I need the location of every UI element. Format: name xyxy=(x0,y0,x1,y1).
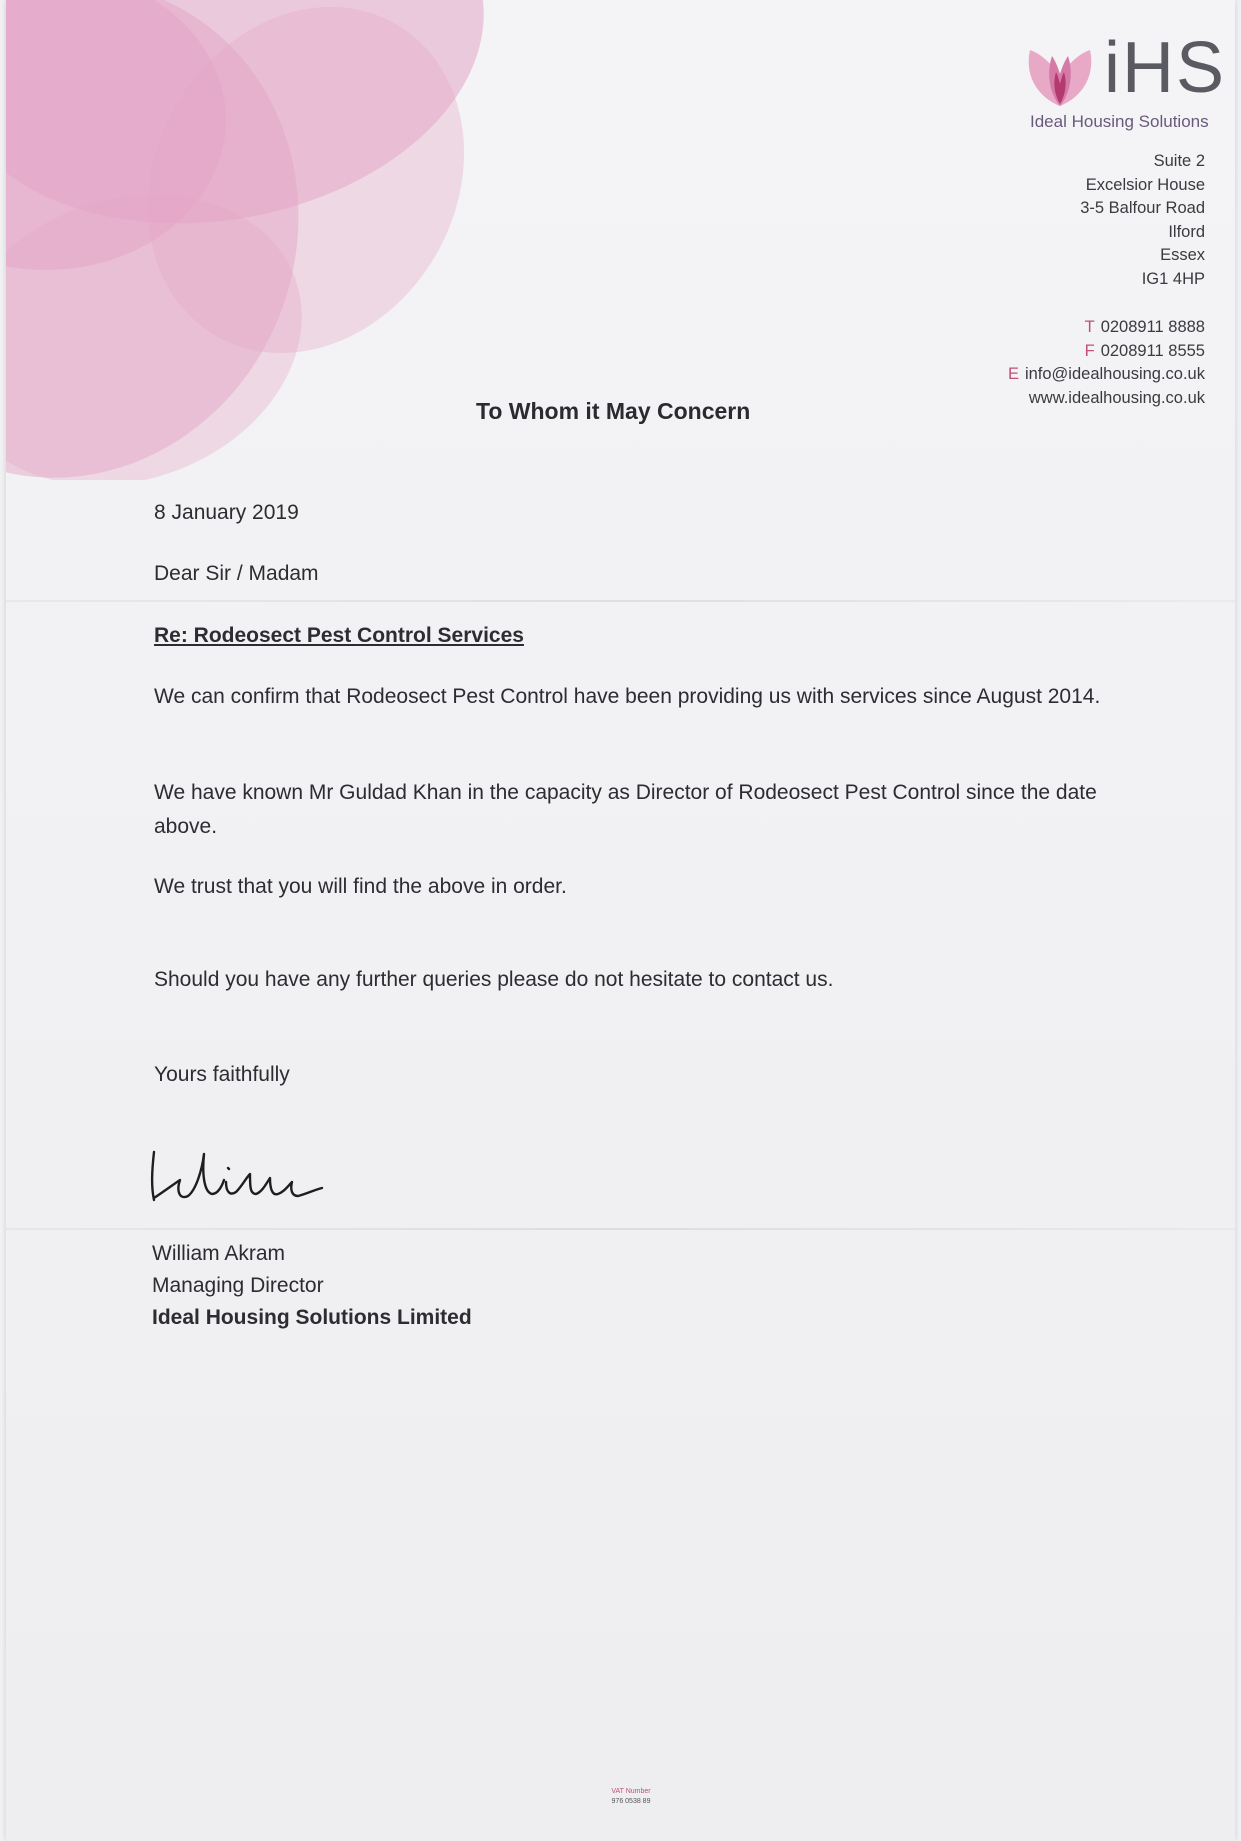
company-address xyxy=(1080,150,1205,291)
address-line: IG1 4HP xyxy=(1141,269,1205,288)
company-logo xyxy=(1020,28,1227,134)
handwritten-signature-icon xyxy=(146,1140,346,1210)
letter-date: 8 January 2019 xyxy=(154,501,299,524)
address-line: 3-5 Balfour Road xyxy=(1080,199,1205,217)
contact-value: 0208911 8888 xyxy=(1100,318,1205,336)
tulip-icon xyxy=(1020,38,1100,110)
letter-paragraph: We can confirm that Rodeosect Pest Control have been providing us with services since August 2014. xyxy=(154,685,1101,708)
contact-website xyxy=(1008,387,1205,411)
vat-footer xyxy=(586,1787,676,1807)
contact-label: F xyxy=(1084,341,1095,360)
contact-phone xyxy=(1008,316,1205,340)
letter-paragraph: We trust that you will find the above in order. xyxy=(154,875,567,898)
contact-label: T xyxy=(1084,318,1095,336)
contact-value: info@idealhousing.co.uk xyxy=(1024,365,1205,383)
letter-closing: Yours faithfully xyxy=(154,1063,290,1086)
vat-number: 976 0538 89 xyxy=(611,1798,651,1805)
contact-value: 0208911 8555 xyxy=(1100,341,1205,360)
letter-salutation: Dear Sir / Madam xyxy=(154,562,319,585)
address-line: Essex xyxy=(1160,246,1205,264)
logo-wordmark: iHS xyxy=(1104,28,1227,108)
signer-title: Managing Director xyxy=(152,1274,324,1297)
address-line: Ilford xyxy=(1168,222,1205,241)
signer-block xyxy=(152,1238,472,1334)
contact-fax xyxy=(1008,340,1205,364)
decorative-petals xyxy=(6,0,526,480)
contact-email xyxy=(1008,363,1205,387)
letter-subject: Re: Rodeosect Pest Control Services xyxy=(154,624,524,647)
signer-company: Ideal Housing Solutions Limited xyxy=(152,1306,472,1329)
paper-fold xyxy=(6,1228,1235,1230)
letter-paragraph: We have known Mr Guldad Khan in the capacity as Director of Rodeosect Pest Control since the date above. xyxy=(154,781,1097,838)
paper-fold xyxy=(6,600,1235,602)
letter-page xyxy=(6,0,1235,1841)
letter-paragraph: Should you have any further queries please do not hesitate to contact us. xyxy=(154,968,834,991)
signer-name: William Akram xyxy=(152,1242,286,1265)
logo-tagline: Ideal Housing Solutions xyxy=(1030,112,1209,131)
contact-value: www.idealhousing.co.uk xyxy=(1028,388,1205,407)
address-line: Excelsior House xyxy=(1085,175,1205,194)
contact-label: E xyxy=(1007,365,1019,383)
company-contacts xyxy=(1008,316,1205,410)
letter-heading: To Whom it May Concern xyxy=(476,398,751,424)
address-line: Suite 2 xyxy=(1153,152,1205,170)
vat-label: VAT Number xyxy=(611,1788,651,1795)
